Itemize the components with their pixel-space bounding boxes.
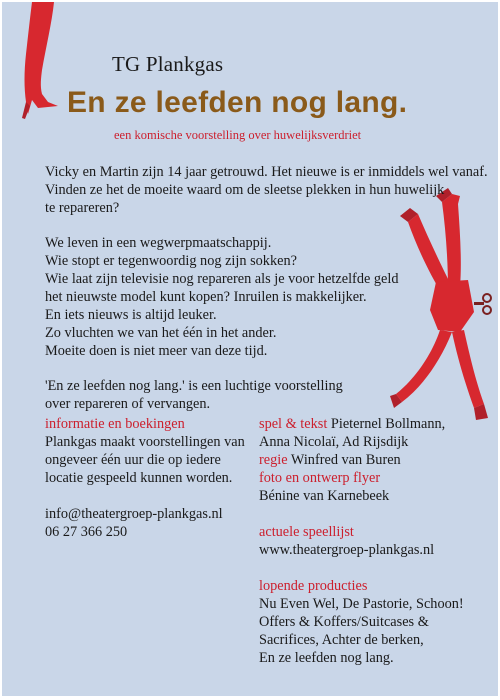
phone-number: 06 27 366 250 — [45, 524, 128, 540]
photo-label: foto en ontwerp flyer — [259, 470, 381, 486]
credits-director — [259, 451, 494, 469]
intro-paragraph-3: 'En ze leefden nog lang.' is een luchtige voorstelling over repareren of vervangen. — [45, 378, 343, 412]
credits-text — [259, 415, 494, 433]
show-subtitle: een komische voorstelling over huwelijksverdriet — [114, 128, 362, 142]
text-label: spel & tekst — [259, 416, 328, 432]
productions-list: Nu Even Wel, De Pastorie, Schoon! Offers & Koffers/Suitcases & Sacrifices, Achter de berken, En ze leefden nog lang. — [259, 596, 464, 666]
intro-paragraph-2: We leven in een wegwerpmaatschappij. Wie stopt er tegenwoordig nog zijn sokken? Wie laat zijn televisie nog repareren als je voor hetzelfde geld het nieuwste model kunt kopen? Inruilen is makkelijker. En iets nieuws is altijd leuker. Zo vluchten we van het één in het ander. Moeite doen is niet meer van deze tijd. — [45, 235, 399, 359]
credits-column — [259, 415, 494, 667]
director-label: regie — [259, 452, 288, 468]
productions-label: lopende producties — [259, 578, 368, 594]
schedule-label: actuele speellijst — [259, 524, 354, 540]
info-description: Plankgas maakt voorstellingen van ongeveer één uur die op iedere locatie gespeeld kunnen worden. — [45, 434, 245, 486]
flyer — [2, 2, 498, 696]
troupe-name: TG Plankgas — [112, 52, 224, 76]
director-name: Winfred van Buren — [290, 452, 401, 468]
website-link[interactable]: www.theatergroep-plankgas.nl — [259, 542, 435, 558]
email-link[interactable]: info@theatergroep-plankgas.nl — [45, 506, 223, 522]
text-names-continued: Anna Nicolaï, Ad Rijsdijk — [259, 434, 409, 450]
info-column — [45, 415, 250, 541]
show-title: En ze leefden nog lang. — [67, 86, 408, 119]
text-names: Pieternel Bollmann, — [330, 416, 446, 432]
intro-paragraph-1: Vicky en Martin zijn 14 jaar getrouwd. Het nieuwe is er inmiddels wel vanaf. Vinden ze het de moeite waard om de sleetse plekken in hun huwelijk te repareren? — [45, 164, 488, 216]
info-heading: informatie en boekingen — [45, 416, 185, 432]
photo-name: Bénine van Karnebeek — [259, 488, 390, 504]
intro-text — [45, 163, 488, 430]
